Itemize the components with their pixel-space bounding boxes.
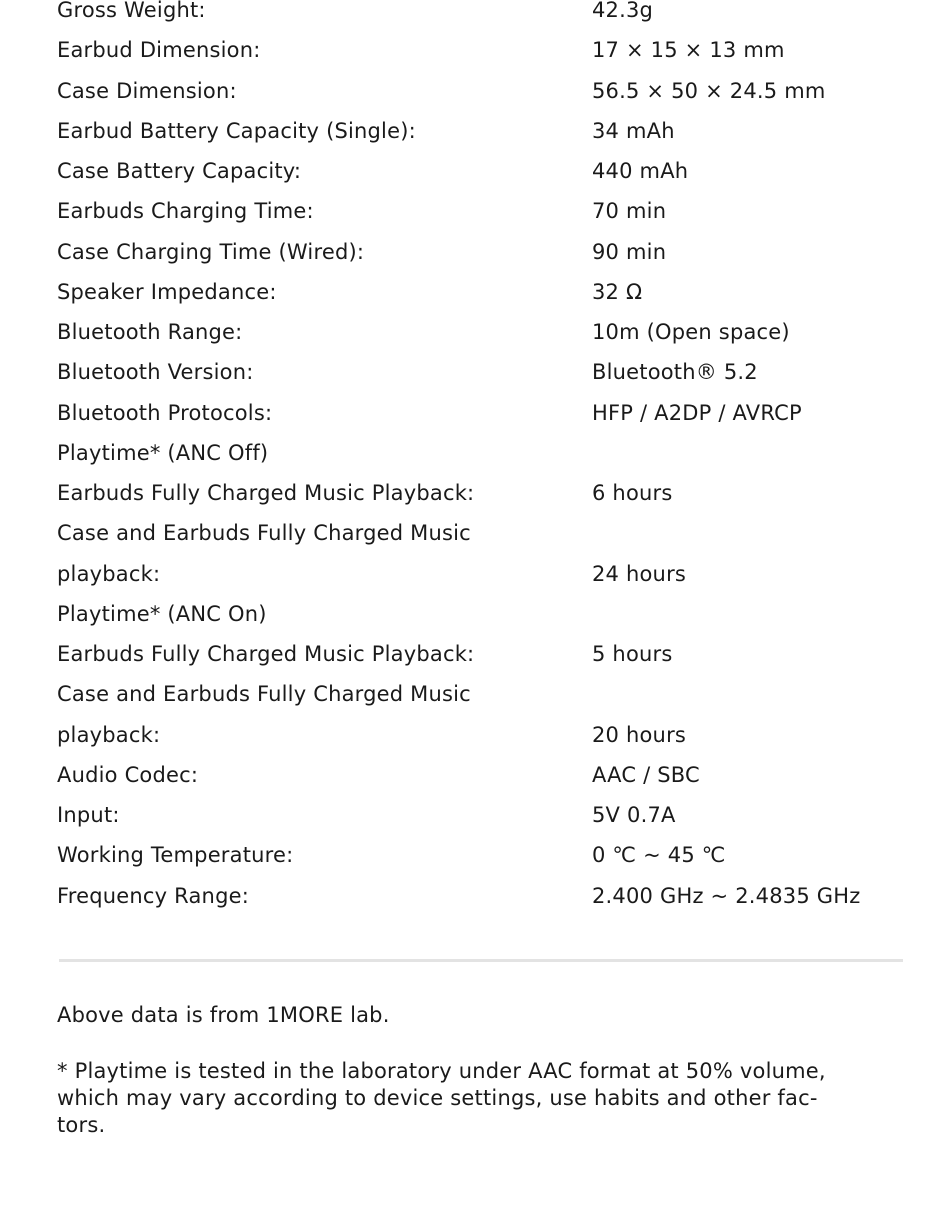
spec-label: Earbud Battery Capacity (Single): (57, 118, 416, 143)
spec-value: 20 hours (592, 722, 687, 747)
spec-value: 34 mAh (592, 118, 675, 143)
spec-value: 17 × 15 × 13 mm (592, 38, 785, 63)
spec-value: HFP / A2DP / AVRCP (592, 400, 802, 425)
spec-row (57, 0, 917, 30)
spec-row (57, 513, 917, 553)
footnote-line: tors. (57, 1113, 106, 1137)
spec-label: Bluetooth Range: (57, 320, 243, 345)
spec-value: 32 Ω (592, 279, 643, 304)
spec-row (57, 674, 917, 714)
spec-row (57, 554, 917, 594)
spec-row (57, 352, 917, 392)
spec-label: Case and Earbuds Fully Charged Music (57, 521, 471, 546)
spec-value: Bluetooth® 5.2 (592, 360, 758, 385)
spec-label: Working Temperature: (57, 843, 294, 868)
spec-label: Playtime* (ANC Off) (57, 440, 269, 465)
footnote-line: which may vary according to device settings, use habits and other fac- (57, 1086, 818, 1110)
spec-value: AAC / SBC (592, 762, 700, 787)
spec-label: Earbud Dimension: (57, 38, 261, 63)
spec-value: 24 hours (592, 561, 687, 586)
spec-row (57, 232, 917, 272)
spec-row (57, 835, 917, 875)
spec-label: playback: (57, 722, 161, 747)
spec-row (57, 151, 917, 191)
spec-label: Gross Weight: (57, 0, 206, 23)
spec-row (57, 393, 917, 433)
spec-row (57, 30, 917, 70)
spec-value: 90 min (592, 239, 667, 264)
spec-label: Earbuds Charging Time: (57, 199, 314, 224)
spec-value: 6 hours (592, 481, 673, 506)
spec-value: 10m (Open space) (592, 320, 790, 345)
spec-value: 5 hours (592, 642, 673, 667)
spec-row (57, 634, 917, 674)
spec-label: Audio Codec: (57, 762, 199, 787)
spec-label: Bluetooth Protocols: (57, 400, 273, 425)
spec-row (57, 191, 917, 231)
spec-section-heading (57, 594, 917, 634)
spec-label: Earbuds Fully Charged Music Playback: (57, 481, 475, 506)
section-divider (59, 959, 903, 962)
spec-row (57, 473, 917, 513)
spec-row (57, 111, 917, 151)
spec-value: 56.5 × 50 × 24.5 mm (592, 78, 826, 103)
spec-label: Input: (57, 803, 120, 828)
spec-value: 70 min (592, 199, 667, 224)
spec-label: playback: (57, 561, 161, 586)
spec-label: Frequency Range: (57, 883, 249, 908)
spec-section-heading (57, 433, 917, 473)
spec-label: Case Battery Capacity: (57, 159, 302, 184)
spec-row (57, 755, 917, 795)
spec-label: Case Charging Time (Wired): (57, 239, 365, 264)
spec-row (57, 795, 917, 835)
spec-row (57, 312, 917, 352)
spec-label: Case and Earbuds Fully Charged Music (57, 682, 471, 707)
spec-value: 440 mAh (592, 159, 689, 184)
spec-row (57, 715, 917, 755)
spec-row (57, 876, 917, 916)
spec-label: Case Dimension: (57, 78, 237, 103)
spec-value: 5V 0.7A (592, 803, 676, 828)
specifications-list (57, 0, 917, 916)
spec-value: 2.400 GHz ~ 2.4835 GHz (592, 883, 861, 908)
spec-value: 42.3g (592, 0, 654, 23)
data-source-note: Above data is from 1MORE lab. (57, 1003, 390, 1027)
spec-row (57, 272, 917, 312)
spec-row (57, 71, 917, 111)
spec-label: Earbuds Fully Charged Music Playback: (57, 642, 475, 667)
spec-value: 0 ℃ ~ 45 ℃ (592, 843, 726, 868)
playtime-footnote (57, 1058, 887, 1139)
spec-label: Playtime* (ANC On) (57, 601, 267, 626)
spec-label: Speaker Impedance: (57, 279, 277, 304)
spec-label: Bluetooth Version: (57, 360, 254, 385)
footnote-line: * Playtime is tested in the laboratory under AAC format at 50% volume, (57, 1059, 826, 1083)
